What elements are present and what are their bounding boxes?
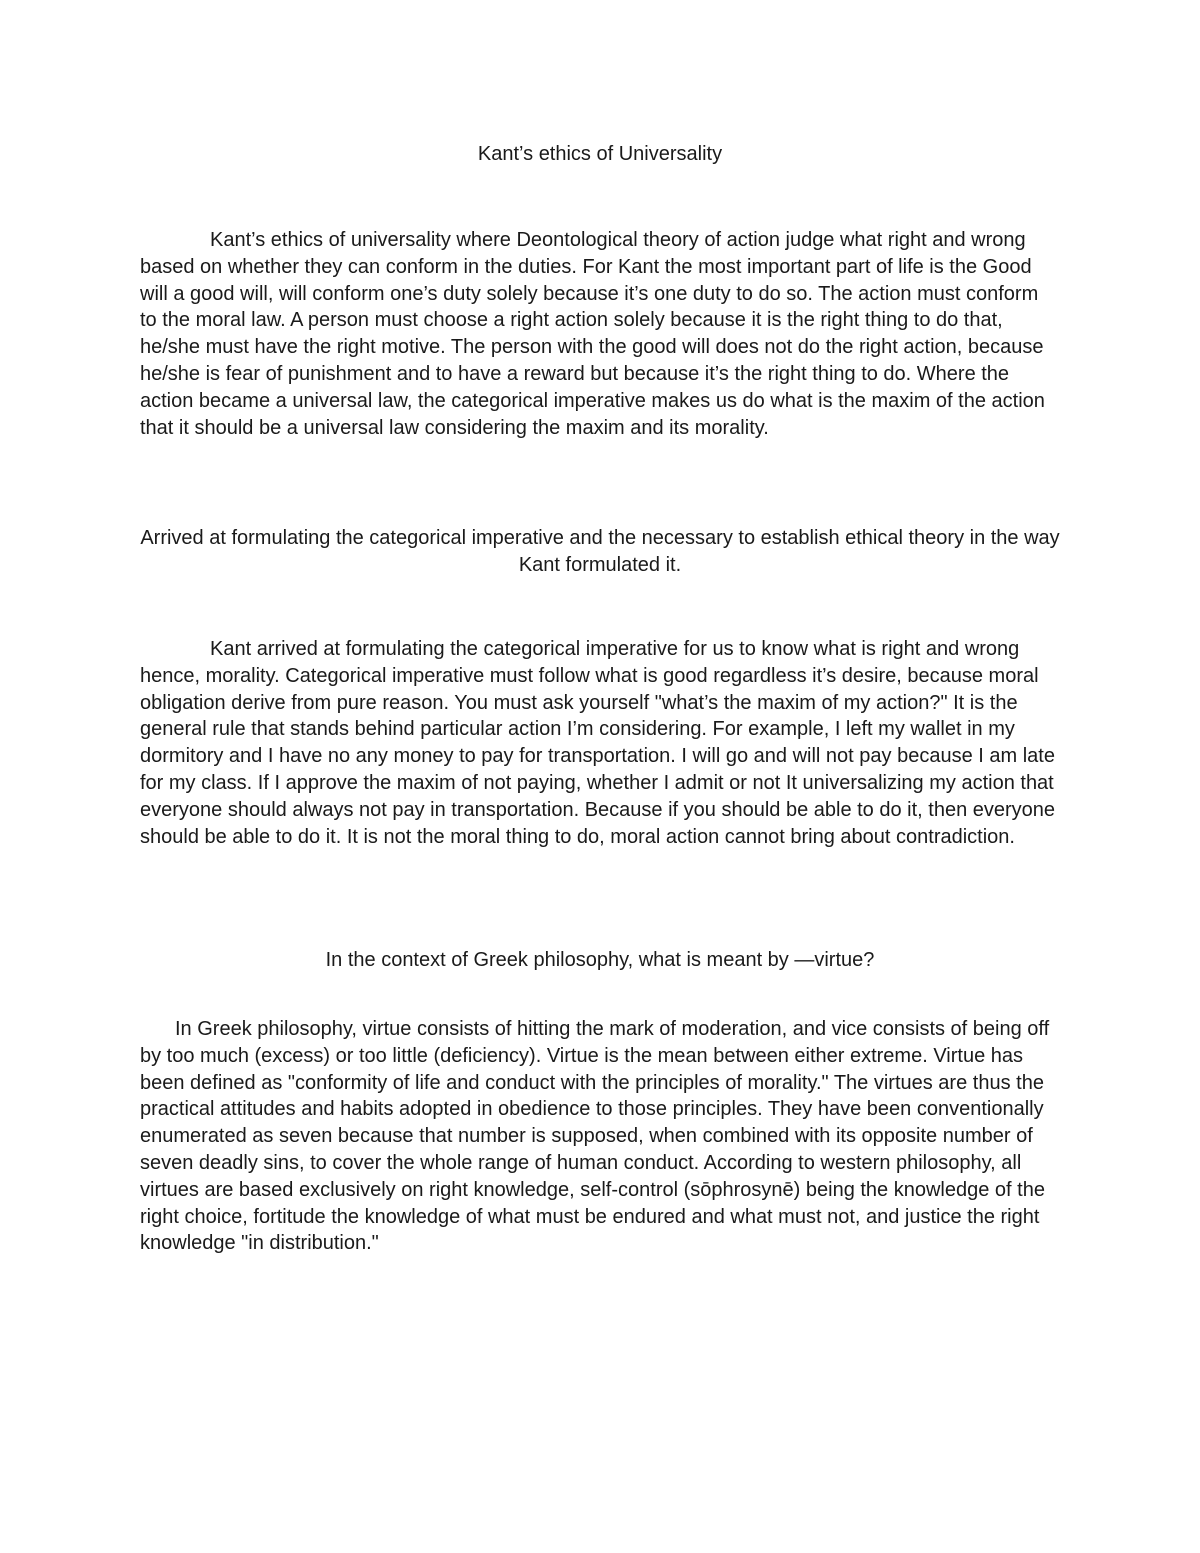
document-title: Kant’s ethics of Universality [477, 143, 723, 165]
section-heading-categorical-imperative: Arrived at formulating the categorical imperative and the necessary to establish ethical theory in the way Kant formulated it. [140, 527, 1060, 576]
paragraph-categorical-imperative: Kant arrived at formulating the categorical imperative for us to know what is right and wrong hence, morality. Categorical imperative must follow what is good regardless it’s desire, because moral obligation derive from pure reason. You must ask yourself "what’s the maxim of my action?" It is the general rule that stands behind particular action I’m considering. For example, I left my wallet in my dormitory and I have no any money to pay for transportation. I will go and will not pay because I am late for my class. If I approve the maxim of not paying, whether I admit or not It universalizing my action that everyone should always not pay in transportation. Because if you should be able to do it, then everyone should be able to do it. It is not the moral thing to do, moral action cannot bring about contradiction. [140, 638, 1056, 848]
paragraph-kant-universality: Kant’s ethics of universality where Deontological theory of action judge what right and wrong based on whether they can conform in the duties. For Kant the most important part of life is the Good will a good will, will conform one’s duty solely because it’s one duty to do so. The action must conform to the moral law. A person must choose a right action solely because it is the right thing to do that, he/she must have the right motive. The person with the good will does not do the right action, because he/she is fear of punishment and to have a reward but because it’s the right thing to do. Where the action became a universal law, the categorical imperative makes us do what is the maxim of the action that it should be a universal law considering the maxim and its morality. [140, 229, 1045, 439]
section-heading-greek-virtue: In the context of Greek philosophy, what is meant by —virtue? [325, 949, 875, 971]
paragraph-greek-virtue: In Greek philosophy, virtue consists of hitting the mark of moderation, and vice consists of being off by too much (excess) or too little (deficiency). Virtue is the mean between either extreme. Virtue has been defined as "conformity of life and conduct with the principles of morality." The virtues are thus the practical attitudes and habits adopted in obedience to those principles. They have been conventionally enumerated as seven because that number is supposed, when combined with its opposite number of seven deadly sins, to cover the whole range of human conduct. According to western philosophy, all virtues are based exclusively on right knowledge, self-control (sōphrosynē) being the knowledge of the right choice, fortitude the knowledge of what must be endured and what must not, and justice the right knowledge "in distribution." [140, 1018, 1050, 1255]
